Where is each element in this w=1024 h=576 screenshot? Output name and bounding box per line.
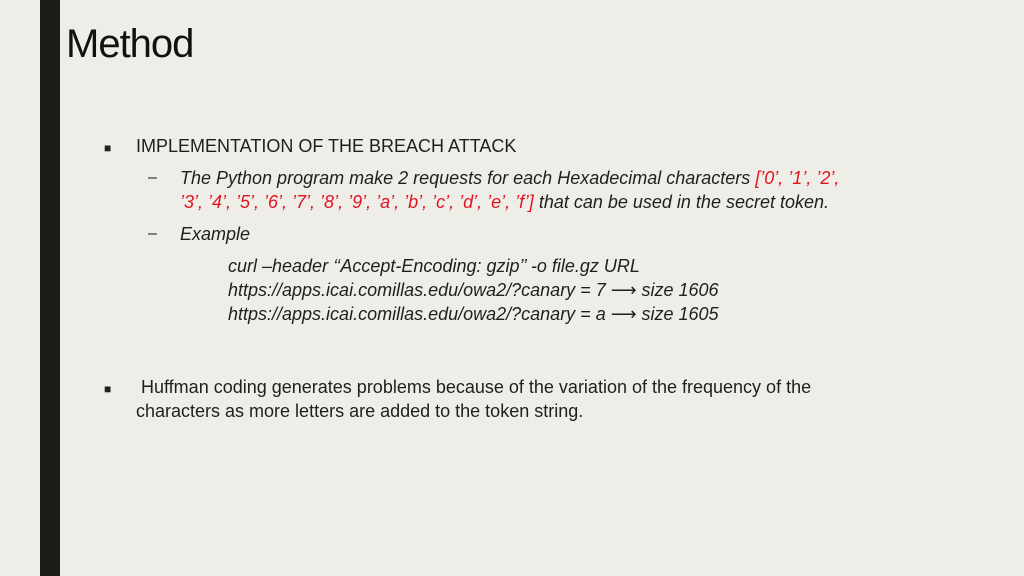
hex-chars-part1: [’0’, ’1’, ’2’,	[755, 168, 840, 188]
square-bullet-icon: ■	[104, 141, 112, 155]
sub-bullet-text: The Python program make 2 requests for each Hexadecimal characters	[180, 168, 751, 188]
body-text-line: characters as more letters are added to the token string.	[136, 401, 584, 421]
square-bullet-icon: ■	[104, 382, 112, 396]
sub-bullet-line-continued	[180, 190, 829, 214]
example-label: Example	[180, 224, 251, 244]
example-line: https://apps.icai.comillas.edu/owa2/?canary = 7 ⟶ size 1606	[228, 280, 719, 300]
body-text-line: Huffman coding generates problems because of the variation of the frequency of the	[141, 377, 812, 397]
dash-bullet-icon: –	[148, 169, 157, 186]
sub-bullet-text-end: that can be used in the secret token.	[538, 192, 830, 212]
slide-title: Method	[66, 22, 194, 66]
hex-chars-part2: ’3’, ’4’, ’5’, ’6’, ’7’, ’8’, ’9’, ’a’, ’b’, ’c’, ’d’, ’e’, ’f’]	[180, 192, 534, 212]
sub-bullet-line	[180, 166, 839, 190]
section-heading: IMPLEMENTATION OF THE BREACH ATTACK	[136, 136, 517, 156]
example-line: curl –header ‘‘Accept-Encoding: gzip’’ -o file.gz URL	[228, 256, 640, 276]
dash-bullet-icon: –	[148, 225, 157, 242]
example-line: https://apps.icai.comillas.edu/owa2/?canary = a ⟶ size 1605	[228, 304, 719, 324]
